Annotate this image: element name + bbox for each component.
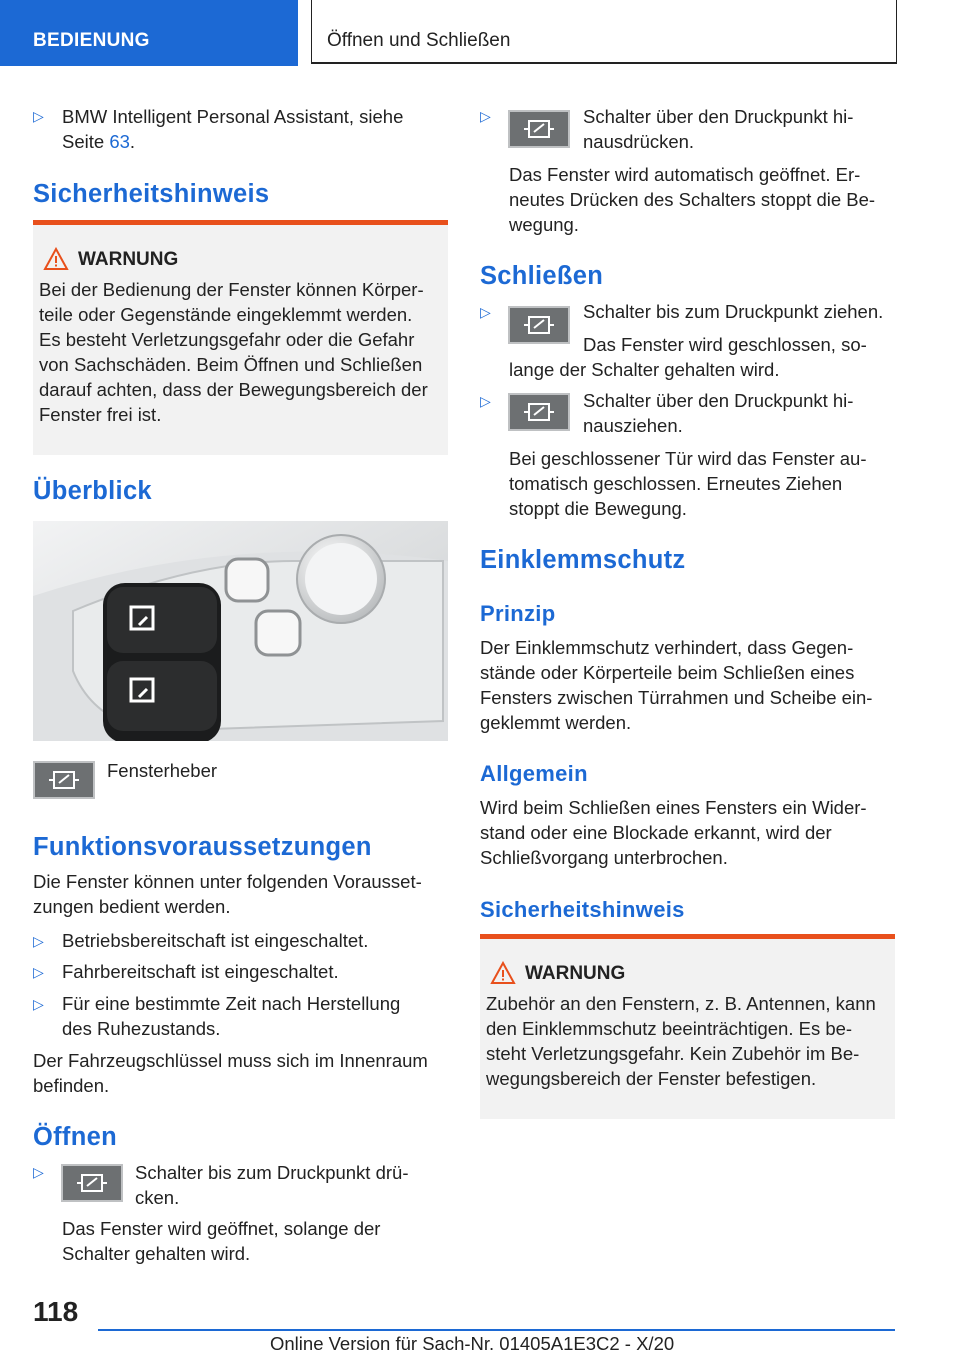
text-line: nausdrücken.	[583, 131, 695, 152]
text-line: nausziehen.	[583, 415, 683, 436]
text-line: stand oder eine Blockade erkannt, wird der	[480, 822, 832, 843]
warning-text	[486, 991, 891, 1091]
warning-line: steht Verletzungsgefahr. Kein Zubehör im Be-	[486, 1043, 860, 1064]
warning-line: von Sachschäden. Beim Öffnen und Schließen	[39, 354, 423, 375]
text-line: Der Einklemmschutz verhindert, dass Gegen-	[480, 637, 854, 658]
open-bullet-2-text	[509, 162, 875, 237]
text-line: Wird beim Schließen eines Fensters ein Wider-	[480, 797, 867, 818]
window-switch-icon	[33, 761, 95, 799]
text-line: Das Fenster wird geschlossen, so-	[583, 334, 867, 355]
heading-safety-2: Sicherheitshinweis	[480, 897, 685, 922]
text-line: Schalter bis zum Druckpunkt drü-	[135, 1162, 409, 1183]
text-line: tomatisch geschlossen. Erneutes Ziehen	[509, 473, 843, 494]
heading-open: Öffnen	[33, 1123, 117, 1151]
warning-line: Es besteht Verletzungsgefahr oder die Gefahr	[39, 329, 415, 350]
warning-title: WARNUNG	[78, 249, 179, 270]
text-line: Fensters zwischen Türrahmen und Scheibe ein-	[480, 687, 873, 708]
text-line: Schalter über den Druckpunkt hi-	[583, 390, 854, 411]
open-bullet-2	[583, 104, 853, 154]
text-line: cken.	[135, 1187, 180, 1208]
warning-line: Zubehör an den Fenstern, z. B. Antennen, kann	[486, 993, 876, 1014]
warning-title: WARNUNG	[525, 963, 626, 984]
text-line: Das Fenster wird geöffnet, solange der	[62, 1218, 381, 1239]
heading-overview: Überblick	[33, 477, 152, 505]
footer-divider	[98, 1329, 895, 1331]
bullet-triangle-icon: ▷	[33, 996, 44, 1012]
window-switch-icon	[508, 110, 570, 148]
text-line: Die Fenster können unter folgenden Vorausset-	[33, 871, 422, 892]
page-number: 118	[33, 1296, 79, 1327]
heading-pinch-protection: Einklemmschutz	[480, 546, 686, 574]
warning-text	[39, 277, 444, 427]
close-bullet-1-text	[509, 332, 867, 382]
heading-general: Allgemein	[480, 761, 588, 786]
text-line: neutes Drücken des Schalters stoppt die Be-	[509, 189, 876, 210]
func-bullet-1: Betriebsbereitschaft ist eingeschaltet.	[62, 930, 369, 951]
window-switch-icon	[61, 1164, 123, 1202]
warning-box	[33, 220, 448, 455]
bullet-triangle-icon: ▷	[480, 304, 491, 320]
online-version-note: Online Version für Sach-Nr. 01405A1E3C2 - X/20	[270, 1333, 675, 1354]
bullet-triangle-icon: ▷	[33, 1164, 44, 1180]
text-line: geklemmt werden.	[480, 712, 632, 733]
general-paragraph	[480, 795, 895, 870]
warning-line: Bei der Bedienung der Fenster können Körper-	[39, 279, 424, 300]
text-line: befinden.	[33, 1075, 110, 1096]
heading-safety: Sicherheitshinweis	[33, 180, 270, 208]
warning-triangle-icon	[43, 247, 69, 271]
chapter-tab	[311, 0, 897, 64]
icon-caption: Fensterheber	[107, 760, 218, 781]
intro-line-2	[62, 129, 403, 154]
close-bullet-2	[583, 388, 853, 438]
func-bullet-3	[62, 991, 400, 1041]
func-bullet-2: Fahrbereitschaft ist eingeschaltet.	[62, 961, 339, 982]
text-line: des Ruhezustands.	[62, 1018, 221, 1039]
open-bullet-1-text	[62, 1216, 380, 1266]
warning-line: darauf achten, dass der Bewegungsbereich der	[39, 379, 428, 400]
intro-dot: .	[129, 131, 136, 152]
section-label: BEDIENUNG	[33, 30, 150, 51]
heading-close: Schließen	[480, 262, 604, 290]
intro-bullet	[62, 104, 403, 154]
bullet-triangle-icon: ▷	[480, 108, 491, 124]
text-line: Der Fahrzeugschlüssel muss sich im Innenraum	[33, 1050, 428, 1071]
window-switch-photo	[33, 521, 448, 741]
warning-box-2	[480, 934, 895, 1119]
func-paragraph	[33, 869, 448, 919]
text-line: wegung.	[509, 214, 579, 235]
warning-line: wegungsbereich der Fenster befestigen.	[486, 1068, 817, 1089]
warning-line: teile oder Gegenstände eingeklemmt werden.	[39, 304, 413, 325]
text-line: Bei geschlossener Tür wird das Fenster au-	[509, 448, 867, 469]
warning-line: Fenster frei ist.	[39, 404, 162, 425]
intro-text: Seite	[62, 131, 110, 152]
text-line: Schließvorgang unterbrochen.	[480, 847, 728, 868]
warning-line: den Einklemmschutz beeinträchtigen. Es be-	[486, 1018, 853, 1039]
bullet-triangle-icon: ▷	[480, 393, 491, 409]
section-tab	[0, 0, 298, 66]
chapter-title: Öffnen und Schließen	[327, 30, 511, 51]
text-line: Schalter gehalten wird.	[62, 1243, 251, 1264]
text-line: stoppt die Bewegung.	[509, 498, 687, 519]
intro-line: BMW Intelligent Personal Assistant, siehe	[62, 106, 404, 127]
text-line: Das Fenster wird automatisch geöffnet. Er-	[509, 164, 861, 185]
warning-triangle-icon	[490, 961, 516, 985]
close-bullet-2-text	[509, 446, 867, 521]
bullet-triangle-icon: ▷	[33, 964, 44, 980]
heading-functional-requirements: Funktionsvoraussetzungen	[33, 833, 372, 861]
heading-principle: Prinzip	[480, 601, 556, 626]
text-line: Für eine bestimmte Zeit nach Herstellung	[62, 993, 401, 1014]
open-bullet-1	[135, 1160, 409, 1210]
window-switch-icon	[508, 393, 570, 431]
close-bullet-1: Schalter bis zum Druckpunkt ziehen.	[583, 301, 884, 322]
bullet-triangle-icon: ▷	[33, 108, 44, 124]
func-paragraph-2	[33, 1048, 448, 1098]
text-line: zungen bedient werden.	[33, 896, 231, 917]
text-line: lange der Schalter gehalten wird.	[509, 359, 780, 380]
text-line: stände oder Körperteile beim Schließen eines	[480, 662, 855, 683]
bullet-triangle-icon: ▷	[33, 933, 44, 949]
principle-paragraph	[480, 635, 895, 735]
page-link[interactable]: 63	[109, 131, 130, 152]
text-line: Schalter über den Druckpunkt hi-	[583, 106, 854, 127]
